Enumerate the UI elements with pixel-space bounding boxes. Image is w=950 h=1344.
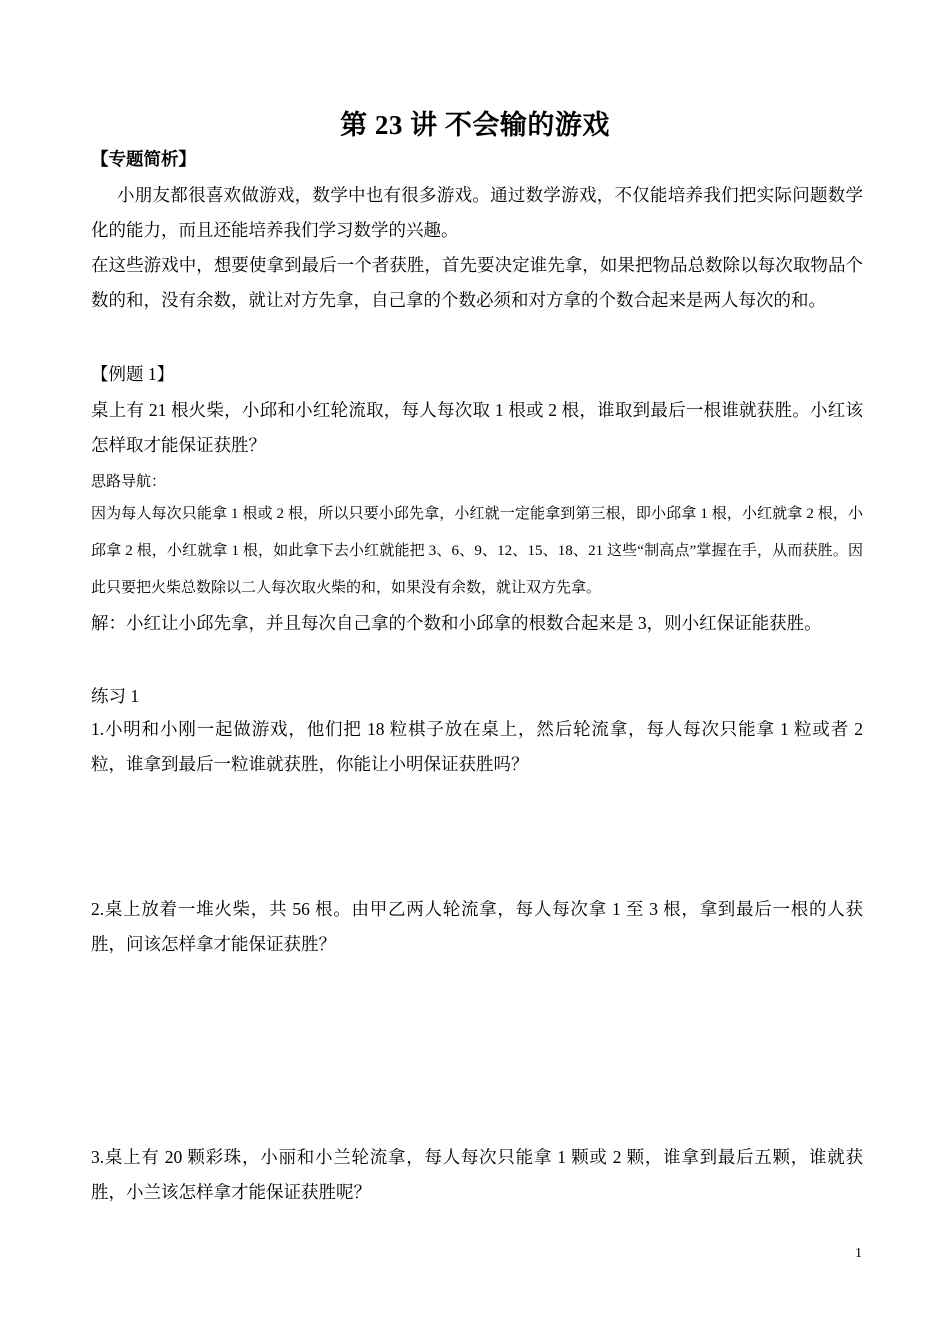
intro-paragraph-1: 小朋友都很喜欢做游戏，数学中也有很多游戏。通过数学游戏，不仅能培养我们把实际问题数学化的能力，而且还能培养我们学习数学的兴趣。 xyxy=(91,185,863,240)
intro-paragraph-2: 在这些游戏中，想要使拿到最后一个者获胜，首先要决定谁先拿，如果把物品总数除以每次取物品个数的和，没有余数，就让对方先拿，自己拿的个数必须和对方拿的个数合起来是两人每次的和。 xyxy=(91,255,863,310)
page-title: 第 23 讲 不会输的游戏 xyxy=(340,110,610,140)
page-number: 1 xyxy=(855,1246,862,1261)
example-heading: 【例题 1】 xyxy=(91,364,175,384)
intro-heading: 【专题简析】 xyxy=(91,149,196,169)
practice-question-2: 2.桌上放着一堆火柴，共 56 根。由甲乙两人轮流拿，每人每次拿 1 至 3 根，拿到最后一根的人获胜，问该怎样拿才能保证获胜？ xyxy=(91,899,863,954)
practice-heading: 练习 1 xyxy=(91,686,140,706)
hint-text: 因为每人每次只能拿 1 根或 2 根，所以只要小邱先拿，小红就一定能拿到第三根，即小邱拿 1 根，小红就拿 2 根，小邱拿 2 根，小红就拿 1 根，如此拿下去小红就能把 3、6、9、12、15、18、21 这些“制高点”掌握在手，从而获胜。因此只要把火柴总数除以二人每次取火柴的和，如果没有余数，就让双方先拿。 xyxy=(91,506,863,596)
solution-text: 解：小红让小邱先拿，并且每次自己拿的个数和小邱拿的根数合起来是 3，则小红保证能获胜。 xyxy=(91,613,822,633)
hint-label: 思路导航： xyxy=(91,474,167,490)
example-problem: 桌上有 21 根火柴，小邱和小红轮流取，每人每次取 1 根或 2 根，谁取到最后一根谁就获胜。小红该怎样取才能保证获胜？ xyxy=(91,400,863,455)
practice-question-1: 1.小明和小刚一起做游戏，他们把 18 粒棋子放在桌上，然后轮流拿，每人每次只能拿 1 粒或者 2 粒，谁拿到最后一粒谁就获胜，你能让小明保证获胜吗？ xyxy=(91,719,863,774)
practice-question-3: 3.桌上有 20 颗彩珠，小丽和小兰轮流拿，每人每次只能拿 1 颗或 2 颗，谁拿到最后五颗，谁就获胜，小兰该怎样拿才能保证获胜呢？ xyxy=(91,1147,863,1202)
